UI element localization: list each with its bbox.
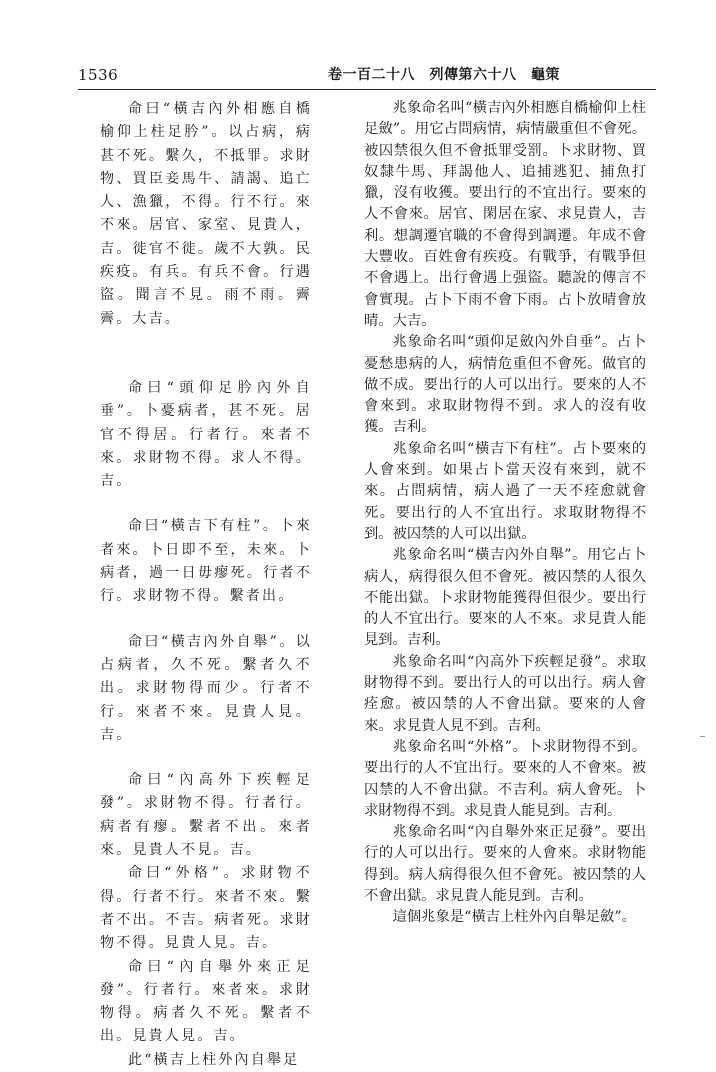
translation-paragraph: 兆象命名叫“外格”。卜求財物得不到。要出行的人不宜出行。要來的人不會來。被囚禁的人不會出獄。不吉利。病人會死。卜求財物得不到。求見貴人能見到。吉利。 (364, 738, 646, 819)
original-paragraph: 此“橫吉上柱外內自舉足 (128, 1051, 300, 1068)
original-paragraph: 命曰“橫吉下有柱”。卜來者來。卜日即不至，未來。卜病者，過一日毋瘳死。行者不行。求財物不得。繫者出。 (100, 518, 312, 605)
translation-paragraph: 兆象命名叫“橫吉內外相應自橋榆仰上柱足斂”。用它占問病情，病情嚴重但不會死。被囚禁很久但不會抵罪受罰。卜求財物、買奴隸牛馬、拜謁他人、追捕逃犯、捕魚打獵，沒有收獲。要出行的不宜出行。要來的人不會來。居官、閑居在家、求見貴人，吉利。想調遷官職的不會得到調遷。年成不會大豐收。百姓會有疾疫。有戰爭，有戰爭但不會遇上。出行會遇上强盜。聽說的傳言不會實現。占卜下雨不會下雨。占卜放晴會放晴。大吉。 (364, 100, 646, 329)
original-text-column (100, 98, 312, 1072)
translation-paragraph: 這個兆象是“橫吉上柱外內自舉足斂”。 (392, 909, 636, 926)
page-number: 1536 (78, 66, 119, 84)
original-paragraph: 命曰“頭仰足肣內外自垂”。卜憂病者，甚不死。居官不得居。行者行。來者不來。求財物不得。求人不得。吉。 (100, 379, 312, 490)
original-paragraph: 命曰“橫吉內外自舉”。以占病者，久不死。繫者久不出。求財物得而少。行者不行。來者不來。見貴人見。吉。 (100, 633, 312, 743)
scan-speck (700, 736, 705, 737)
translation-column (364, 98, 646, 929)
translation-paragraph: 兆象命名叫“內高外下疾輕足發”。求取財物得不到。要出行人的可以出行。病人會痊愈。被囚禁的人不會出獄。要來的人會來。求見貴人見不到。吉利。 (364, 653, 646, 734)
header-rule (78, 89, 656, 90)
page-header (78, 58, 656, 86)
original-paragraph: 命曰“外格”。求財物不得。行者不行。來者不來。繫者不出。不吉。病者死。求財物不得。見貴人見。吉。 (100, 865, 312, 952)
running-head: 卷一百二十八 列傳第六十八 龜策 (328, 67, 560, 83)
translation-paragraph: 兆象命名叫“橫吉內外自舉”。用它占卜病人，病得很久但不會死。被囚禁的人很久不能出獄。卜求財物能獲得但很少。要出行的人不宜出行。要來的人不來。求見貴人能見到。吉利。 (364, 547, 646, 649)
original-paragraph: 命曰“內高外下疾輕足發”。求財物不得。行者行。病者有瘳。繫者不出。來者來。見貴人不見。吉。 (100, 772, 312, 859)
translation-paragraph: 兆象命名叫“頭仰足斂內外自垂”。占卜憂愁患病的人，病情危重但不會死。做官的做不成。要出行的人可以出行。要來的人不會來到。求取財物得不到。求人的沒有收獲。吉利。 (364, 334, 646, 436)
translation-paragraph: 兆象命名叫“內自舉外來正足發”。要出行的人可以出行。要來的人會來。求財物能得到。病人病得很久但不會死。被囚禁的人不會出獄。求見貴人能見到。吉利。 (364, 824, 646, 904)
original-paragraph: 命曰“橫吉內外相應自橋榆仰上柱足肣”。以占病，病甚不死。繫久，不抵罪。求財物、買臣妾馬牛、請謁、追亡人、漁獵，不得。行不行。來不來。居官、家室、見貴人，吉。徙官不徙。歲不大孰。民疾疫。有兵。有兵不會。行遇盜。聞言不見。雨不雨。霽霽。大吉。 (100, 101, 312, 327)
original-paragraph: 命曰“內自舉外來正足發”。行者行。來者來。求財物得。病者久不死。繫者不出。見貴人見。吉。 (100, 958, 312, 1045)
translation-paragraph: 兆象命名叫“橫吉下有柱”。占卜要來的人會來到。如果占卜當天沒有來到，就不來。占問病情，病人過了一天不痊愈就會死。要出行的人不宜出行。求取財物得不到。被囚禁的人可以出獄。 (364, 440, 646, 542)
